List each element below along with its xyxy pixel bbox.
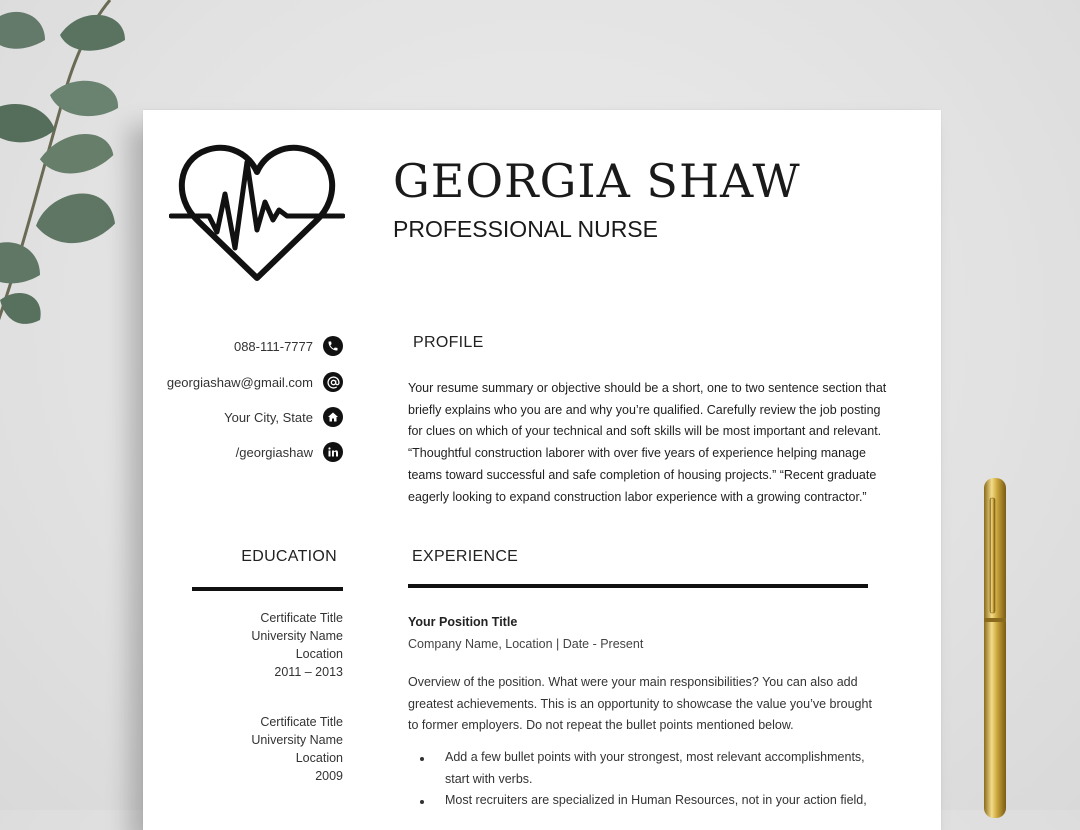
education-entry <box>143 713 343 785</box>
contact-location-text: Your City, State <box>224 409 313 425</box>
contact-location <box>103 407 343 427</box>
education-certificate: Certificate Title <box>260 715 343 729</box>
candidate-title: PROFESSIONAL NURSE <box>393 216 658 242</box>
job-position-title: Your Position Title <box>408 615 518 629</box>
profile-text: Your resume summary or objective should be a short, one to two sentence section that briefly explains who you are and why you’re qualified. Carefully review the job posting for clues on which of your technical and soft skills will be most important and relevant. “Thoughtful construction laborer with over five years of experience helping manage teams toward successful and safe completion of housing projects.” “Recent graduate eagerly looking to expand construction labor experience with a growing contractor.” <box>408 381 887 504</box>
list-item <box>408 790 878 812</box>
at-sign-icon <box>323 372 343 392</box>
contact-email-text: georgiashaw@gmail.com <box>166 374 313 390</box>
bullet-text: Most recruiters are specialized in Human Resources, not in your action field, <box>445 793 867 808</box>
education-years: 2009 <box>315 769 343 783</box>
education-years: 2011 – 2013 <box>274 665 343 679</box>
gold-pen-decoration <box>978 478 1012 818</box>
contact-phone <box>103 336 343 356</box>
bullet-dot <box>420 800 424 804</box>
education-university: University Name <box>251 733 343 747</box>
job-overview: Overview of the position. What were your main responsibilities? You can also add greatest achievements. This is an opportunity to showcase the value you’ve brought to former employers. Do not repeat the bullet points mentioned below. <box>408 675 872 733</box>
list-item <box>408 747 878 790</box>
phone-icon <box>323 336 343 356</box>
education-divider <box>192 587 343 591</box>
resume-page <box>143 110 941 830</box>
bullet-text: Add a few bullet points with your strongest, most relevant accomplishments, start with verbs. <box>445 750 865 786</box>
contact-linkedin <box>103 442 343 462</box>
experience-heading: EXPERIENCE <box>412 548 519 565</box>
contact-email <box>103 372 343 392</box>
education-university: University Name <box>251 629 343 643</box>
education-location: Location <box>295 751 343 765</box>
education-entry <box>143 609 343 681</box>
contact-phone-text: 088-111-7777 <box>233 338 313 354</box>
education-location: Location <box>295 647 343 661</box>
education-certificate: Certificate Title <box>260 611 343 625</box>
bullet-dot <box>420 757 424 761</box>
experience-divider <box>408 584 868 588</box>
home-icon <box>323 407 343 427</box>
candidate-name: GEORGIA SHAW <box>393 154 801 208</box>
education-heading: EDUCATION <box>241 548 337 565</box>
heartbeat-heart-icon <box>169 140 345 282</box>
linkedin-icon <box>323 442 343 462</box>
job-bullet-list <box>408 747 878 812</box>
contact-linkedin-text: /georgiashaw <box>235 444 313 460</box>
job-company-meta: Company Name, Location | Date - Present <box>408 637 644 651</box>
profile-heading: PROFILE <box>413 334 484 351</box>
